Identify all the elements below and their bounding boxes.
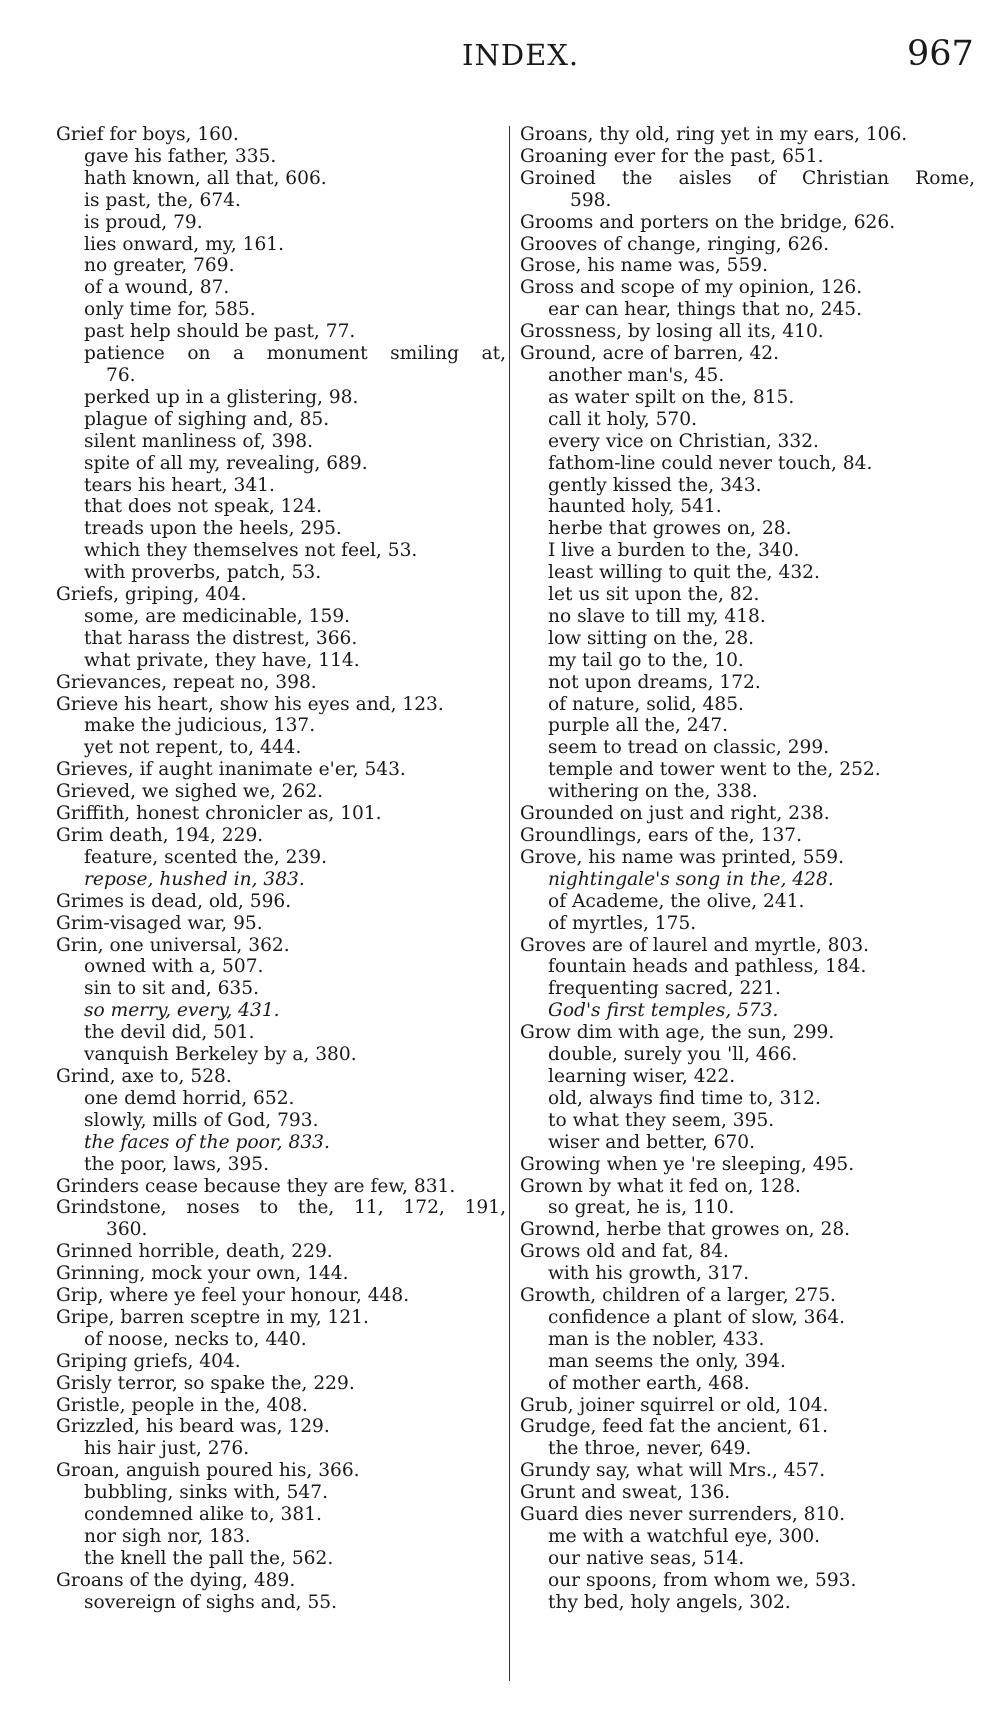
index-entry: Grim-visaged war, 95. xyxy=(56,912,263,934)
index-entry: Grownd, herbe that growes on, 28. xyxy=(520,1219,851,1241)
index-entry: Grooms and porters on the bridge, 626. xyxy=(520,211,896,233)
index-entry: Grub, joiner squirrel or old, 104. xyxy=(520,1394,829,1416)
index-subentry: is past, the, 674. xyxy=(84,189,241,211)
index-subentry: frequenting sacred, 221. xyxy=(548,978,781,1000)
index-subentry: which they themselves not feel, 53. xyxy=(84,540,418,562)
index-entry: Gross and scope of my opinion, 126. xyxy=(520,277,863,299)
index-column-left xyxy=(56,124,506,1614)
index-subentry: the knell the pall the, 562. xyxy=(84,1547,334,1569)
index-subentry: thy bed, holy angels, 302. xyxy=(548,1591,791,1613)
index-subentry: so great, he is, 110. xyxy=(548,1197,735,1219)
index-subentry: what private, they have, 114. xyxy=(84,649,360,671)
index-subentry: slowly, mills of God, 793. xyxy=(84,1109,319,1131)
index-subentry: of nature, solid, 485. xyxy=(548,693,744,715)
index-subentry: of Academe, the olive, 241. xyxy=(548,890,805,912)
index-entry: Grooves of change, ringing, 626. xyxy=(520,233,830,255)
index-subentry: ear can hear, things that no, 245. xyxy=(548,299,863,321)
index-entry: Grudge, feed fat the ancient, 61. xyxy=(520,1416,829,1438)
index-entry: Grinning, mock your own, 144. xyxy=(56,1263,349,1285)
index-subentry: only time for, 585. xyxy=(84,299,256,321)
index-subentry: the devil did, 501. xyxy=(84,1022,255,1044)
index-subentry: my tail go to the, 10. xyxy=(548,649,744,671)
index-subentry: our spoons, from whom we, 593. xyxy=(548,1569,857,1591)
index-subentry: man is the nobler, 433. xyxy=(548,1328,765,1350)
index-entry: Grinned horrible, death, 229. xyxy=(56,1241,333,1263)
index-subentry: the throe, never, 649. xyxy=(548,1438,752,1460)
index-entry: Grind, axe to, 528. xyxy=(56,1065,232,1087)
column-divider xyxy=(509,126,510,1681)
index-subentry: of a wound, 87. xyxy=(84,277,230,299)
index-subentry: plague of sighing and, 85. xyxy=(84,408,330,430)
index-subentry: not upon dreams, 172. xyxy=(548,671,761,693)
index-subentry: call it holy, 570. xyxy=(548,408,698,430)
index-entry: Grieves, if aught inanimate e'er, 543. xyxy=(56,759,406,781)
index-subentry: that harass the distrest, 366. xyxy=(84,627,358,649)
index-entry: Gristle, people in the, 408. xyxy=(56,1394,308,1416)
index-subentry: God's first temples, 573. xyxy=(548,1000,779,1022)
index-subentry: of mother earth, 468. xyxy=(548,1372,750,1394)
index-entry: Grim death, 194, 229. xyxy=(56,825,264,846)
index-subentry: gently kissed the, 343. xyxy=(548,474,762,496)
index-subentry: old, always find time to, 312. xyxy=(548,1087,821,1109)
index-subentry: so merry, every, 431. xyxy=(84,1000,280,1022)
index-entry: Grisly terror, so spake the, 229. xyxy=(56,1372,355,1394)
index-entry: Grieve his heart, show his eyes and, 123. xyxy=(56,693,444,715)
index-subentry: perked up in a glistering, 98. xyxy=(84,386,359,408)
index-subentry: make the judicious, 137. xyxy=(84,715,316,737)
index-entry: Growth, children of a larger, 275. xyxy=(520,1285,836,1307)
index-subentry: 76. xyxy=(106,364,136,386)
index-entry: Grossness, by losing all its, 410. xyxy=(520,321,824,343)
index-subentry: of noose, necks to, 440. xyxy=(84,1328,307,1350)
index-entry: Ground, acre of barren, 42. xyxy=(520,343,780,365)
index-subentry: is proud, 79. xyxy=(84,211,203,233)
index-entry: Grown by what it fed on, 128. xyxy=(520,1175,801,1197)
index-subentry: our native seas, 514. xyxy=(548,1547,745,1569)
index-subentry: as water spilt on the, 815. xyxy=(548,386,795,408)
index-entry: Grinders cease because they are few, 831. xyxy=(56,1175,456,1197)
index-entry: Guard dies never surrenders, 810. xyxy=(520,1504,846,1526)
index-subentry: lies onward, my, 161. xyxy=(84,233,285,255)
index-subentry: yet not repent, to, 444. xyxy=(84,737,302,759)
index-subentry: condemned alike to, 381. xyxy=(84,1504,322,1526)
index-subentry: the poor, laws, 395. xyxy=(84,1153,270,1175)
index-subentry: least willing to quit the, 432. xyxy=(548,562,820,584)
index-entry: Grows old and fat, 84. xyxy=(520,1241,729,1263)
index-subentry: feature, scented the, 239. xyxy=(84,846,328,868)
index-subentry: me with a watchful eye, 300. xyxy=(548,1526,821,1547)
index-subentry: sin to sit and, 635. xyxy=(84,978,260,1000)
index-subentry: withering on the, 338. xyxy=(548,781,758,803)
index-subentry: let us sit upon the, 82. xyxy=(548,584,760,606)
index-subentry: of myrtles, 175. xyxy=(548,912,697,934)
index-subentry: sovereign of sighs and, 55. xyxy=(84,1591,338,1613)
index-entry: Griping griefs, 404. xyxy=(56,1350,241,1372)
index-subentry: repose, hushed in, 383. xyxy=(84,868,305,890)
index-subentry: tears his heart, 341. xyxy=(84,474,275,496)
index-subentry: owned with a, 507. xyxy=(84,956,264,978)
index-subentry: some, are medicinable, 159. xyxy=(84,605,351,627)
index-entry: Growing when ye 're sleeping, 495. xyxy=(520,1153,855,1175)
index-subentry: low sitting on the, 28. xyxy=(548,627,755,649)
index-subentry: double, surely you 'll, 466. xyxy=(548,1044,798,1066)
index-subentry: treads upon the heels, 295. xyxy=(84,518,342,540)
index-subentry: patience on a monument smiling at, xyxy=(84,343,506,365)
index-subentry: another man's, 45. xyxy=(548,364,725,386)
page-title: INDEX. xyxy=(462,38,580,72)
index-subentry: seem to tread on classic, 299. xyxy=(548,737,830,759)
index-subentry: 360. xyxy=(106,1219,148,1241)
index-entry: Grove, his name was printed, 559. xyxy=(520,846,845,868)
index-subentry: I live a burden to the, 340. xyxy=(548,540,800,562)
index-entry: Groined the aisles of Christian Rome, xyxy=(520,167,975,189)
index-subentry: no greater, 769. xyxy=(84,255,235,277)
index-entry: Groundlings, ears of the, 137. xyxy=(520,825,803,846)
index-entry: Grimes is dead, old, 596. xyxy=(56,890,292,912)
index-entry: Grizzled, his beard was, 129. xyxy=(56,1416,330,1438)
index-subentry: 598. xyxy=(570,189,612,211)
index-subentry: one demd horrid, 652. xyxy=(84,1087,295,1109)
index-subentry: every vice on Christian, 332. xyxy=(548,430,819,452)
index-entry: Grose, his name was, 559. xyxy=(520,255,769,277)
page-header xyxy=(0,34,1000,88)
index-entry: Groaning ever for the past, 651. xyxy=(520,145,824,167)
index-subentry: silent manliness of, 398. xyxy=(84,430,313,452)
index-entry: Groans of the dying, 489. xyxy=(56,1569,296,1591)
index-subentry: temple and tower went to the, 252. xyxy=(548,759,881,781)
index-subentry: to what they seem, 395. xyxy=(548,1109,775,1131)
index-entry: Grip, where ye feel your honour, 448. xyxy=(56,1285,410,1307)
index-subentry: nightingale's song in the, 428. xyxy=(548,868,834,890)
index-subentry: haunted holy, 541. xyxy=(548,496,722,518)
index-subentry: hath known, all that, 606. xyxy=(84,167,327,189)
index-subentry: spite of all my, revealing, 689. xyxy=(84,452,368,474)
index-subentry: nor sigh nor, 183. xyxy=(84,1526,251,1547)
index-subentry: learning wiser, 422. xyxy=(548,1065,736,1087)
index-subentry: his hair just, 276. xyxy=(84,1438,250,1460)
index-subentry: confidence a plant of slow, 364. xyxy=(548,1306,846,1328)
index-subentry: with his growth, 317. xyxy=(548,1263,750,1285)
index-subentry: bubbling, sinks with, 547. xyxy=(84,1482,328,1504)
index-entry: Grundy say, what will Mrs., 457. xyxy=(520,1460,826,1482)
index-subentry: fountain heads and pathless, 184. xyxy=(548,956,867,978)
index-entry: Grievances, repeat no, 398. xyxy=(56,671,317,693)
index-entry: Griffith, honest chronicler as, 101. xyxy=(56,803,382,825)
index-subentry: fathom-line could never touch, 84. xyxy=(548,452,873,474)
index-entry: Griefs, griping, 404. xyxy=(56,584,247,606)
index-subentry: wiser and better, 670. xyxy=(548,1131,756,1153)
index-entry: Gripe, barren sceptre in my, 121. xyxy=(56,1306,369,1328)
index-subentry: with proverbs, patch, 53. xyxy=(84,562,322,584)
index-entry: Grief for boys, 160. xyxy=(56,124,239,145)
index-entry: Grounded on just and right, 238. xyxy=(520,803,830,825)
index-subentry: man seems the only, 394. xyxy=(548,1350,786,1372)
index-entry: Grieved, we sighed we, 262. xyxy=(56,781,324,803)
index-subentry: the faces of the poor, 833. xyxy=(84,1131,330,1153)
page-number: 967 xyxy=(907,34,974,74)
index-entry: Groan, anguish poured his, 366. xyxy=(56,1460,360,1482)
index-subentry: past help should be past, 77. xyxy=(84,321,356,343)
index-column-right xyxy=(520,124,975,1614)
index-subentry: that does not speak, 124. xyxy=(84,496,323,518)
index-subentry: vanquish Berkeley by a, 380. xyxy=(84,1044,357,1066)
index-entry: Grunt and sweat, 136. xyxy=(520,1482,731,1504)
index-subentry: herbe that growes on, 28. xyxy=(548,518,792,540)
index-entry: Groves are of laurel and myrtle, 803. xyxy=(520,934,870,956)
index-entry: Groans, thy old, ring yet in my ears, 106. xyxy=(520,124,908,145)
index-subentry: gave his father, 335. xyxy=(84,145,277,167)
index-subentry: no slave to till my, 418. xyxy=(548,605,766,627)
index-subentry: purple all the, 247. xyxy=(548,715,729,737)
index-entry: Grow dim with age, the sun, 299. xyxy=(520,1022,835,1044)
index-entry: Grindstone, noses to the, 11, 172, 191, xyxy=(56,1197,506,1219)
index-entry: Grin, one universal, 362. xyxy=(56,934,290,956)
